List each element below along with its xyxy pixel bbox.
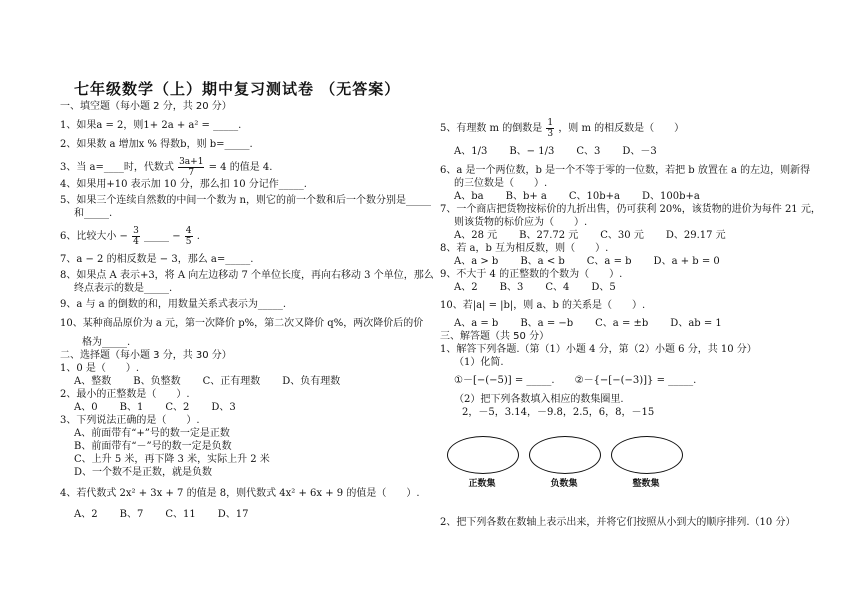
section-fill-blank-heading: 一、填空题（每小题 2 分，共 20 分） bbox=[60, 101, 232, 112]
option-a: A、28 元 bbox=[454, 230, 498, 241]
right-column bbox=[440, 118, 821, 419]
choice-1: 1、0 是（ ）. bbox=[60, 363, 140, 374]
choice-5 bbox=[440, 118, 800, 139]
question-6-part-b: _____ − bbox=[144, 231, 181, 242]
question-6 bbox=[60, 226, 432, 247]
question-5-line-1: 5、如果三个连续自然数的中间一个数为 n，则它的前一个数和后一个数分别是_____ bbox=[60, 195, 431, 206]
question-10-line-1: 10、某种商品原价为 a 元，第一次降价 p%，第二次又降价 q%，两次降价后的价 bbox=[60, 318, 424, 329]
choice-3-option-c: C、上升 5 米，再下降 3 米，实际上升 2 米 bbox=[74, 454, 270, 465]
question-6-part-a: 6、比较大小 − bbox=[60, 231, 128, 242]
option-a: A、0 bbox=[74, 402, 98, 413]
option-b: B、a < b bbox=[520, 256, 565, 267]
option-b: B、− 1/3 bbox=[509, 146, 555, 157]
choice-9-options bbox=[440, 281, 800, 294]
choice-6-line-2: 的三位数是（ ）. bbox=[454, 178, 548, 189]
option-b: B、7 bbox=[119, 509, 144, 520]
fraction-numerator: 1 bbox=[547, 118, 554, 128]
positive-set-label: 正数集 bbox=[468, 479, 496, 489]
option-d: D、17 bbox=[217, 509, 249, 520]
choice-3-option-b: B、前面带有“－”号的数一定是负数 bbox=[74, 441, 232, 452]
choice-2-options bbox=[60, 401, 432, 414]
choice-4-options bbox=[60, 508, 432, 521]
question-4: 4、如果用+10 表示加 10 分，那么扣 10 分记作_____. bbox=[60, 179, 307, 190]
option-c: C、a = b bbox=[586, 256, 632, 267]
choice-3: 3、下列说法正确的是（ ）. bbox=[60, 415, 200, 426]
option-d: D、a + b = 0 bbox=[653, 256, 720, 267]
choice-9: 9、不大于 4 的正整数的个数为（ ）. bbox=[440, 269, 623, 280]
option-c: C、a = ±b bbox=[595, 318, 649, 329]
choice-7-options bbox=[440, 229, 800, 242]
option-d: D、－3 bbox=[622, 146, 657, 157]
choice-4: 4、若代数式 2x² + 3x + 7 的值是 8，则代数式 4x² + 6x + 9 的值是（ ）. bbox=[60, 488, 420, 499]
choice-10: 10、若|a| = |b|，则 a、b 的关系是（ ）. bbox=[440, 300, 646, 311]
number-sets bbox=[447, 436, 707, 491]
integer-set-label: 整数集 bbox=[632, 479, 660, 489]
option-d: D、5 bbox=[591, 282, 616, 293]
option-c: C、11 bbox=[165, 509, 196, 520]
choice-8: 8、若 a，b 互为相反数，则（ ）. bbox=[440, 243, 609, 254]
option-a: A、2 bbox=[74, 509, 98, 520]
question-1: 1、如果a = 2，则1+ 2a + a² = _____. bbox=[60, 120, 242, 131]
answer-1-part-1: （1）化简. bbox=[454, 357, 504, 368]
fraction-denominator: 3 bbox=[547, 129, 554, 139]
question-2: 2、如果数 a 增加x % 得数b，则 b=_____. bbox=[60, 139, 253, 150]
option-a: A、2 bbox=[454, 282, 478, 293]
option-a: A、a = b bbox=[454, 318, 499, 329]
question-8-line-1: 8、如果点 A 表示+3，将 A 向左边移动 7 个单位长度，再向右移动 3 个单位，那么 bbox=[60, 270, 434, 281]
question-7: 7、a − 2 的相反数是 − 3，那么 a=_____. bbox=[60, 254, 254, 265]
option-d: D、ab = 1 bbox=[670, 318, 722, 329]
option-c: C、3 bbox=[576, 146, 601, 157]
option-d: D、负有理数 bbox=[282, 376, 341, 387]
choice-8-options bbox=[440, 255, 800, 268]
question-3-part-a: 3、当 a=____时，代数式 bbox=[60, 162, 174, 173]
left-column bbox=[60, 100, 432, 521]
option-b: B、b+ a bbox=[505, 191, 547, 202]
option-b: B、1 bbox=[119, 402, 144, 413]
option-b: B、负整数 bbox=[133, 376, 181, 387]
option-c: C、30 元 bbox=[600, 230, 644, 241]
integer-set-circle bbox=[611, 436, 683, 474]
question-10-line-2: 格为_____. bbox=[82, 337, 131, 348]
choice-5-part-a: 5、有理数 m 的倒数是 bbox=[440, 123, 543, 134]
fraction-numerator: 3 bbox=[133, 226, 139, 236]
option-a: A、a > b bbox=[454, 256, 499, 267]
answer-1-part-2: （2）把下列各数填入相应的数集圈里. bbox=[454, 394, 624, 405]
question-8-line-2: 终点表示的数是_____. bbox=[74, 283, 173, 294]
negative-set-label: 负数集 bbox=[550, 479, 578, 489]
choice-6-line-1: 6、a 是一个两位数，b 是一个不等于零的一位数，若把 b 放置在 a 的左边，则新得 bbox=[440, 165, 811, 176]
answer-2: 2、把下列各数在数轴上表示出来，并将它们按照从小到大的顺序排列.（10 分） bbox=[440, 517, 796, 528]
option-c: C、10b+a bbox=[568, 191, 620, 202]
fraction-denominator: 7 bbox=[188, 168, 195, 178]
section-choice-heading: 二、选择题（每小题 3 分，共 30 分） bbox=[60, 350, 232, 361]
option-b: B、3 bbox=[499, 282, 524, 293]
choice-6-options bbox=[440, 190, 800, 203]
question-6-fraction-1 bbox=[132, 226, 140, 247]
answer-1-numbers: 2，－5，3.14，－9.8，2.5，6，8，－15 bbox=[462, 407, 655, 418]
choice-7-line-1: 7、一个商店把货物按标价的九折出售，仍可获利 20%，该货物的进价为每件 21 元， bbox=[440, 204, 821, 215]
option-c: C、正有理数 bbox=[202, 376, 261, 387]
fraction-numerator: 3a+1 bbox=[179, 157, 204, 167]
choice-1-options bbox=[60, 375, 432, 388]
option-c: C、2 bbox=[165, 402, 190, 413]
option-d: D、100b+a bbox=[642, 191, 700, 202]
choice-3-option-a: A、前面带有“+”号的数一定是正数 bbox=[74, 428, 230, 439]
option-a: A、整数 bbox=[74, 376, 112, 387]
option-d: D、3 bbox=[211, 402, 236, 413]
choice-5-part-b: ，则 m 的相反数是（ ） bbox=[558, 123, 685, 134]
choice-5-fraction bbox=[546, 118, 554, 139]
option-b: B、27.72 元 bbox=[519, 230, 579, 241]
question-6-part-c: . bbox=[196, 231, 200, 242]
exam-title: 七年级数学（上）期中复习测试卷 （无答案） bbox=[74, 80, 401, 98]
option-a: A、ba bbox=[454, 191, 484, 202]
negative-set-circle bbox=[529, 436, 601, 474]
answer-1-expressions: ①－[−(−5)] = _____. ②－{−[−(−3)]} = _____. bbox=[454, 375, 697, 386]
choice-10-options bbox=[440, 317, 800, 330]
choice-5-options bbox=[440, 145, 800, 158]
option-b: B、a = −b bbox=[520, 318, 574, 329]
choice-7-line-2: 则该货物的标价应为（ ）. bbox=[454, 217, 588, 228]
answer-1: 1、解答下列各题.（第（1）小题 4 分，第（2）小题 6 分，共 10 分） bbox=[440, 344, 757, 355]
answer-2-block bbox=[440, 516, 795, 529]
fraction-denominator: 5 bbox=[185, 237, 192, 247]
choice-3-option-d: D、一个数不是正数，就是负数 bbox=[74, 467, 213, 478]
question-3-part-b: = 4 的值是 4. bbox=[208, 162, 273, 173]
fraction-denominator: 4 bbox=[133, 237, 139, 247]
fraction-numerator: 4 bbox=[185, 226, 192, 236]
question-9: 9、a 与 a 的倒数的和，用数量关系式表示为_____. bbox=[60, 299, 287, 310]
question-3-fraction bbox=[178, 157, 204, 178]
option-c: C、4 bbox=[545, 282, 570, 293]
option-d: D、29.17 元 bbox=[665, 230, 726, 241]
option-a: A、1/3 bbox=[454, 146, 488, 157]
section-answer-heading: 三、解答题（共 50 分） bbox=[440, 331, 550, 342]
question-5-line-2: 和_____. bbox=[74, 208, 113, 219]
positive-set-circle bbox=[447, 436, 519, 474]
choice-2: 2、最小的正整数是（ ）. bbox=[60, 389, 190, 400]
question-6-fraction-2 bbox=[185, 226, 193, 247]
question-3 bbox=[60, 157, 432, 178]
